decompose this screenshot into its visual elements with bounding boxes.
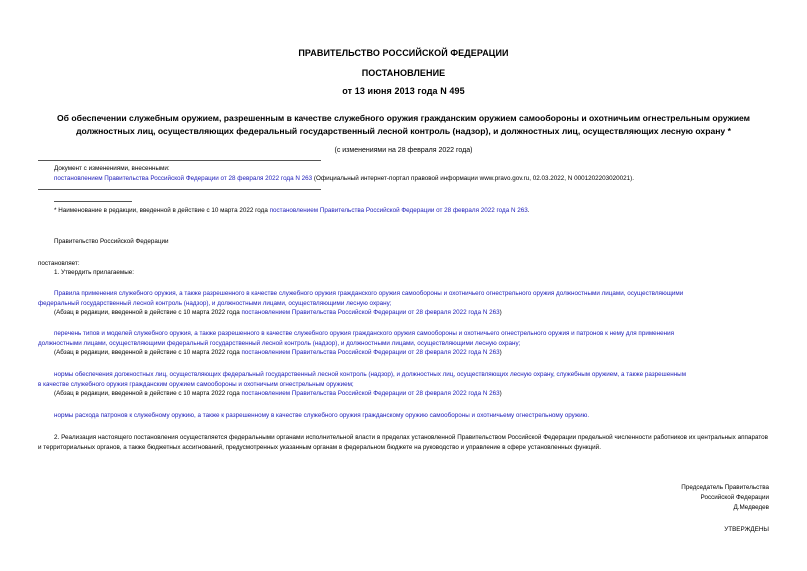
signature-title: Председатель Правительства [681,484,769,491]
edit-note [54,348,502,358]
changes-doc-source: (Официальный интернет-портал правовой информации www.pravo.gov.ru, 02.03.2022, N 0001202203020021). [312,175,634,182]
types-list-link[interactable]: перечень типов и моделей служебного оружия, а также разрешенного в качестве служебного оружия гражданского оружия самообороны и охотничьего огнестрельного оружия и патронов к нему для применения [54,330,675,337]
document-title [0,112,807,138]
changes-note: (с изменениями на 28 февраля 2022 года) [334,147,473,154]
signature-org: Российской Федерации [700,494,769,501]
list-link-line-1 [54,329,674,339]
rules-link[interactable]: Правила применения служебного оружия, а также разрешенного в качестве служебного оружия гражданского оружия самообороны и охотничьего огнестрельного оружия должностными лицами, осуществляющими [54,290,684,297]
edit-note-link[interactable]: постановлением Правительства Российской Федерации от 28 февраля 2022 года N 263 [241,309,500,316]
decides-text: постановляет: [38,260,80,267]
rules-link-line-1 [54,289,683,299]
edit-note-text: (Абзац в редакции, введенной в действие с 10 марта 2022 года [54,349,242,356]
edit-note [54,389,502,399]
ammo-norms-link[interactable]: нормы расхода патронов к служебному оружию, а также к разрешенному в качестве служебного оружия гражданскому оружию самообороны и охотничьему огнестрельному оружию. [54,412,590,419]
footnote-text: * Наименование в редакции, введенной в действие с 10 марта 2022 года [54,207,270,214]
footnote-decree-link[interactable]: постановлением Правительства Российской Федерации от 28 февраля 2022 года N 263 [269,207,528,214]
ammo-link-line [54,411,589,421]
approved-label: УТВЕРЖДЕНЫ [724,526,769,533]
norms-link-continued[interactable]: в качестве служебного оружия гражданским оружием самообороны и охотничьим огнестрельным оружием; [38,381,354,388]
document-title-line-2: должностных лиц, осуществляющих федеральный государственный лесной контроль (надзор), и должностных лиц, осуществляющих лесную охрану * [76,126,731,136]
divider [38,160,321,161]
edit-note-text: (Абзац в редакции, введенной в действие с 10 марта 2022 года [54,390,242,397]
types-list-link-continued[interactable]: должностными лицами, осуществляющими федеральный государственный лесной контроль (надзор), и должностными лицами, осуществляющими лесную охрану; [38,340,521,347]
document-title-line-1: Об обеспечении служебным оружием, разрешенным в качестве служебного оружия гражданским оружием самообороны и охотничьим огнестрельным оружием [57,113,750,123]
footnote-divider [54,201,132,202]
document-date-number: от 13 июня 2013 года N 495 [342,86,465,96]
edit-note-link[interactable]: постановлением Правительства Российской Федерации от 28 февраля 2022 года N 263 [241,349,500,356]
changes-doc-label: Документ с изменениями, внесенными: [54,165,170,172]
footnote-suffix: . [527,207,530,214]
edit-note-suffix: ) [499,349,502,356]
changes-doc-line [54,174,634,184]
item-1: 1. Утвердить прилагаемые: [54,269,134,276]
norms-link[interactable]: нормы обеспечения должностных лиц, осуществляющих федеральный государственный лесной контроль (надзор), и должностных лиц, осуществляющих лесную охрану, служебным оружием, а также разрешенным [54,371,687,378]
government-heading: ПРАВИТЕЛЬСТВО РОССИЙСКОЙ ФЕДЕРАЦИИ [298,48,509,58]
edit-note-suffix: ) [499,309,502,316]
edit-note-link[interactable]: постановлением Правительства Российской Федерации от 28 февраля 2022 года N 263 [241,390,500,397]
rules-link-continued[interactable]: федеральный государственный лесной контроль (надзор), и должностными лицами, осуществляющими лесную охрану; [38,300,392,307]
norms-link-line-1 [54,370,686,380]
government-name: Правительство Российской Федерации [54,238,169,245]
edit-note [54,308,502,318]
edit-note-suffix: ) [499,390,502,397]
signature-name: Д.Медведев [733,504,769,511]
amending-decree-link[interactable]: постановлением Правительства Российской Федерации от 28 февраля 2022 года N 263 [54,175,313,182]
footnote [54,206,530,216]
edit-note-text: (Абзац в редакции, введенной в действие с 10 марта 2022 года [54,309,242,316]
divider [38,189,321,190]
document-type: ПОСТАНОВЛЕНИЕ [361,68,446,78]
item-2: 2. Реализация настоящего постановления осуществляется федеральными органами исполнительной власти в пределах установленной Правительством Российской Федерации предельной численности работников их центральных аппаратов и территориальных органов, а также бюджетных ассигнований, предусмотренных указанным органам в федеральном бюджете на руководство и управление в сфере установленных функций. [38,434,768,451]
